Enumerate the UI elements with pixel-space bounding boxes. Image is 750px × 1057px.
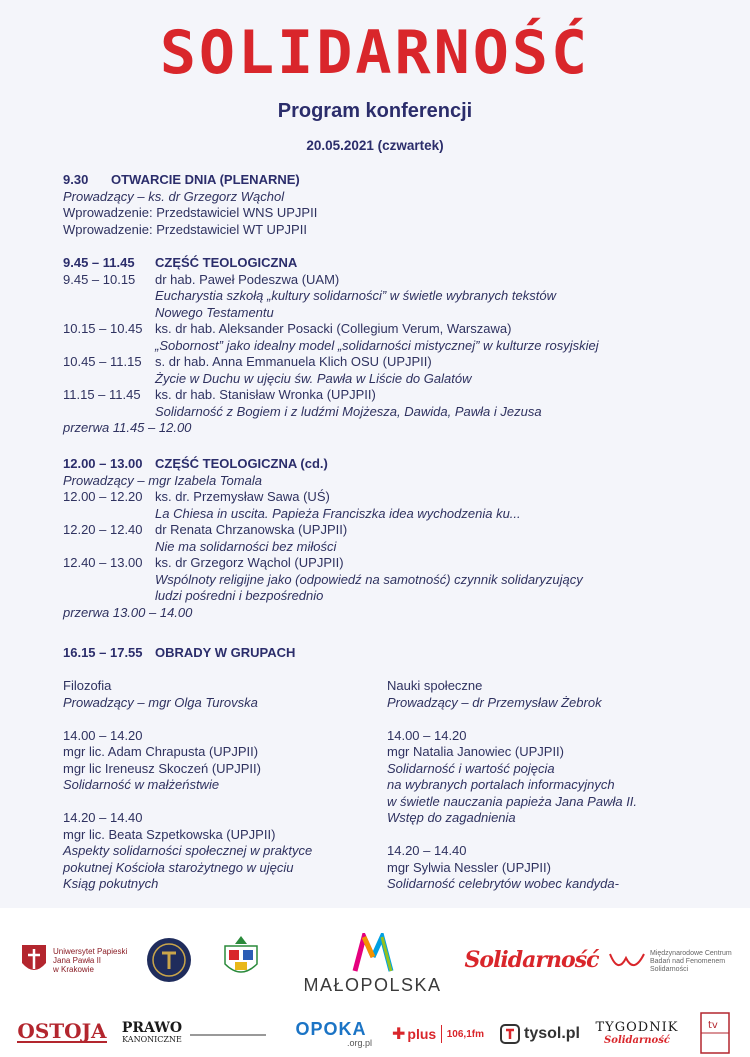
item-topic: ludzi pośredni i bezpośrednio <box>155 588 324 603</box>
slot-time: 14.20 – 14.40 <box>63 810 143 825</box>
ostoja-logo <box>18 1018 106 1046</box>
ostoja-text: OSTOJA <box>17 1019 107 1043</box>
session-time: 16.15 – 17.55 <box>63 645 143 660</box>
item-topic: Solidarność z Bogiem i z ludźmi Mojżesza, Dawida, Pawła i Jezusa <box>155 403 542 419</box>
moderator-line: Prowadzący – dr Przemysław Żebrok <box>387 694 602 710</box>
program-subtitle: Program konferencji <box>277 100 473 122</box>
agenda-item <box>63 522 703 539</box>
item-topic: Nowego Testamentu <box>155 304 274 320</box>
break-line: przerwa 11.45 – 12.00 <box>63 420 192 435</box>
intro-line: Wprowadzenie: Przedstawiciel WNS UPJPII <box>63 205 318 220</box>
session-time: 12.00 – 13.00 <box>63 456 143 471</box>
prawo-text: PRAWO <box>121 1019 183 1036</box>
coat-of-arms-icon <box>215 932 267 984</box>
item-time: 9.45 – 10.15 <box>63 271 136 287</box>
slot-topic: na wybranych portalach informacyjnych <box>387 777 615 792</box>
opoka-logo <box>290 1016 372 1052</box>
session-time: 9.45 – 11.45 <box>63 255 135 270</box>
prawo-kanoniczne-logo <box>120 1016 184 1048</box>
agenda-item <box>63 354 703 371</box>
group-philosophy <box>63 678 373 893</box>
item-topic: Życie w Duchu w ujęciu św. Pawła w Liście do Galatów <box>155 370 472 386</box>
session-heading: CZĘŚĆ TEOLOGICZNA <box>155 255 298 270</box>
prawo-sub-text: KANONICZNE <box>122 1034 182 1044</box>
slot-topic: Solidarność w małżeństwie <box>63 777 220 792</box>
agenda-item <box>63 489 703 506</box>
item-speaker: s. dr hab. Anna Emmanuela Klich OSU (UPJPII) <box>155 354 432 369</box>
slot-time: 14.00 – 14.20 <box>387 727 467 743</box>
tysol-text: tysol.pl <box>523 1025 580 1042</box>
mcb-text: Międzynarodowe Centrum <box>650 950 732 957</box>
malopolska-logo <box>300 930 445 998</box>
item-time: 10.45 – 11.15 <box>63 354 142 369</box>
malopolska-text: MAŁOPOLSKA <box>303 974 442 995</box>
group-social-sciences <box>387 678 727 893</box>
upjp-text: Jana Pawła II <box>53 955 102 965</box>
break-line: przerwa 13.00 – 14.00 <box>63 604 193 620</box>
session-heading: CZĘŚĆ TEOLOGICZNA (cd.) <box>155 456 328 471</box>
svg-text:tv: tv <box>708 1020 718 1031</box>
moderator-line: Prowadzący – mgr Olga Turovska <box>63 694 258 710</box>
moderator-line: Prowadzący – ks. dr Grzegorz Wąchol <box>63 188 285 204</box>
mcb-text: Solidarności <box>650 966 689 973</box>
coat-of-arms-logo <box>215 932 267 984</box>
session-time: 9.30 <box>63 172 89 187</box>
upjp-text: w Krakowie <box>53 964 94 974</box>
opoka-sub-text: .org.pl <box>346 1038 372 1048</box>
slot-speaker: mgr lic Ireneusz Skoczeń (UPJPII) <box>63 760 261 776</box>
tv-logo <box>700 1012 730 1054</box>
session-heading: OBRADY W GRUPACH <box>155 645 296 660</box>
slot-time: 14.20 – 14.40 <box>387 843 467 858</box>
session-opening <box>63 172 703 238</box>
item-topic: „Sobornost” jako idealny model „solidarności mistycznej” w kulturze rosyjskiej <box>155 337 599 353</box>
slot-topic: Wstęp do zagadnienia <box>387 810 516 825</box>
session-groups <box>63 645 703 662</box>
upjp-logo <box>20 938 138 982</box>
slot-topic: Solidarność i wartość pojęcia <box>387 760 555 776</box>
mcb-logo <box>608 944 738 980</box>
radio-plus-logo <box>392 1020 484 1048</box>
item-topic: Eucharystia szkołą „kultury solidarności” w świetle wybranych tekstów <box>155 288 556 303</box>
radio-text: 106,1fm <box>446 1028 484 1040</box>
sponsor-footer <box>0 908 750 1057</box>
slot-speaker: mgr lic. Beata Szpetkowska (UPJPII) <box>63 826 276 842</box>
slot-topic: Solidarność celebrytów wobec kandyda- <box>387 876 619 891</box>
plus-text: plus <box>407 1026 437 1042</box>
item-topic: La Chiesa in uscita. Papieża Franciszka idea wychodzenia ku... <box>155 505 521 521</box>
plus-icon: ✚ <box>392 1026 406 1043</box>
upjp-crest-icon <box>20 943 48 977</box>
item-speaker: dr Renata Chrzanowska (UPJPII) <box>155 522 348 537</box>
item-time: 12.00 – 12.20 <box>63 489 143 504</box>
item-speaker: dr hab. Paweł Podeszwa (UAM) <box>155 271 340 287</box>
page-title: SOLIDARNOŚĆ <box>159 18 591 88</box>
item-time: 10.15 – 10.45 <box>63 321 143 336</box>
seal-icon <box>145 936 193 984</box>
agenda-item <box>63 387 703 404</box>
opoka-text: OPOKA <box>295 1019 367 1039</box>
agenda-item <box>63 272 703 289</box>
moderator-line: Prowadzący – mgr Izabela Tomala <box>63 472 262 488</box>
tygodnik-logo <box>594 1016 680 1052</box>
slot-speaker: mgr Natalia Janowiec (UPJPII) <box>387 744 564 759</box>
session-theology-cont <box>63 456 703 621</box>
item-time: 11.15 – 11.45 <box>63 387 141 402</box>
item-speaker: ks. dr hab. Stanisław Wronka (UPJPII) <box>155 387 376 402</box>
item-speaker: ks. dr. Przemysław Sawa (UŚ) <box>155 489 330 504</box>
tygodnik-text: TYGODNIK <box>595 1020 679 1035</box>
slot-topic: Aspekty solidarności społecznej w praktyce <box>63 843 313 858</box>
item-time: 12.40 – 13.00 <box>63 555 143 570</box>
slot-time: 14.00 – 14.20 <box>63 727 143 743</box>
program-date: 20.05.2021 (czwartek) <box>306 138 444 153</box>
item-topic: Wspólnoty religijne jako (odpowiedź na samotność) czynnik solidaryzujący <box>155 571 583 587</box>
slot-speaker: mgr Sylwia Nessler (UPJPII) <box>387 859 551 875</box>
tygodnik-sub-text: Solidarność <box>604 1035 670 1046</box>
group-name: Filozofia <box>63 678 112 693</box>
upjp-text: Uniwersytet Papieski <box>53 946 128 956</box>
malopolska-m-icon <box>352 933 394 973</box>
mcb-text: Badań nad Fenomenem <box>650 958 726 965</box>
session-theology <box>63 255 703 437</box>
item-speaker: ks. dr hab. Aleksander Posacki (Collegium Verum, Warszawa) <box>155 321 512 336</box>
tysol-logo <box>498 1020 582 1048</box>
slot-topic: w świetle nauczania papieża Jana Pawła II. <box>387 793 638 809</box>
intro-line: Wprowadzenie: Przedstawiciel WT UPJPII <box>63 221 307 237</box>
agenda-item <box>63 321 703 338</box>
divider-line <box>190 1034 266 1036</box>
solidarnosc-logo-text: Solidarność <box>464 947 599 973</box>
mcb-wave-icon <box>608 950 646 974</box>
session-heading: OTWARCIE DNIA (PLENARNE) <box>111 172 300 187</box>
item-speaker: ks. dr Grzegorz Wąchol (UPJPII) <box>155 555 344 570</box>
slot-speaker: mgr lic. Adam Chrapusta (UPJPII) <box>63 744 259 759</box>
item-time: 12.20 – 12.40 <box>63 522 143 537</box>
faculty-seal-logo <box>145 936 193 984</box>
slot-topic: Ksiąg pokutnych <box>63 876 159 891</box>
group-name: Nauki społeczne <box>387 678 483 693</box>
tv-icon <box>700 1012 730 1054</box>
item-topic: Nie ma solidarności bez miłości <box>155 538 337 554</box>
solidarnosc-logo <box>464 938 599 982</box>
tysol-icon <box>500 1024 520 1044</box>
slot-topic: pokutnej Kościoła starożytnego w ujęciu <box>63 859 294 875</box>
agenda-item <box>63 555 703 572</box>
